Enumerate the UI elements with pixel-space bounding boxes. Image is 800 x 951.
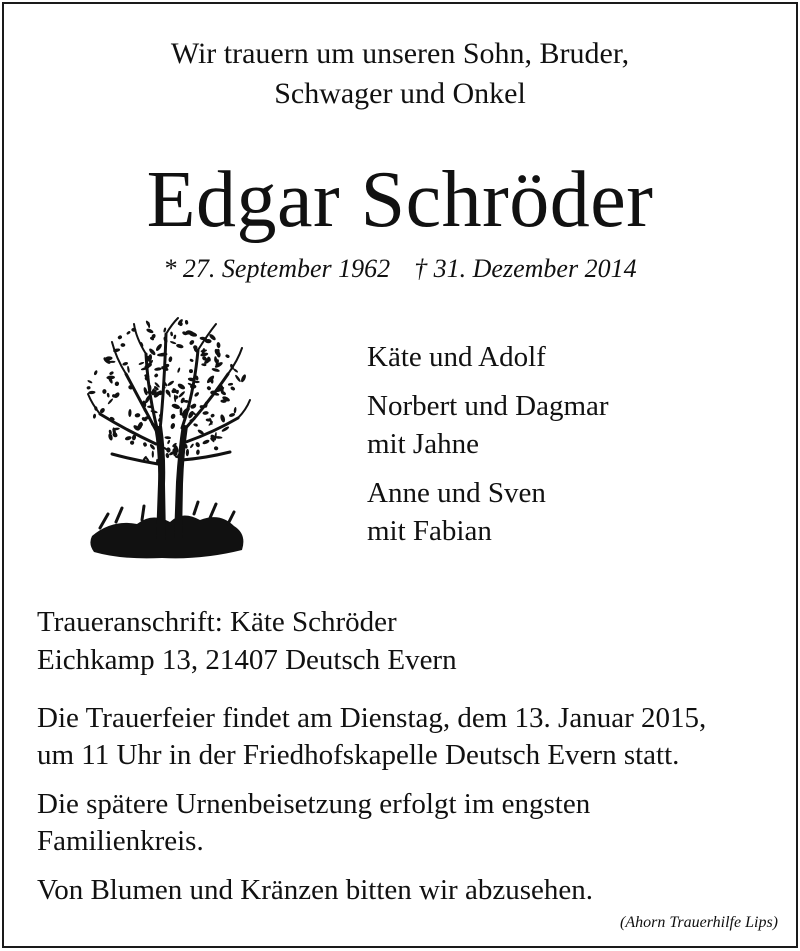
mourner-line: Norbert und Dagmar: [367, 390, 609, 422]
mourner-line: mit Fabian: [367, 515, 492, 547]
ceremony-paragraph: [37, 700, 782, 774]
life-dates: [0, 252, 800, 286]
mourners-list: [367, 338, 609, 561]
address-line-1: Traueranschrift: Käte Schröder: [37, 606, 397, 638]
address-line-2: Eichkamp 13, 21407 Deutsch Evern: [37, 644, 457, 676]
deceased-name: Edgar Schröder: [146, 156, 654, 244]
funeral-home-credit: (Ahorn Trauerhilfe Lips): [620, 914, 778, 931]
mourner-line: Anne und Sven: [367, 477, 546, 509]
death-date: † 31. Dezember 2014: [414, 254, 637, 283]
mourner-group: [367, 338, 609, 376]
intro-line-2: Schwager und Onkel: [274, 77, 526, 110]
flowers-paragraph: Von Blumen und Kränzen bitten wir abzusehen.: [37, 874, 593, 906]
mourner-line: mit Jahne: [367, 428, 479, 460]
birth-date: * 27. September 1962: [163, 254, 391, 283]
mourning-address: [37, 603, 457, 679]
mourner-line: Käte und Adolf: [367, 341, 546, 373]
intro-line-1: Wir trauern um unseren Sohn, Bruder,: [170, 37, 630, 70]
burial-line-1: Die spätere Urnenbeisetzung erfolgt im engsten: [37, 788, 591, 820]
ceremony-line-1: Die Trauerfeier findet am Dienstag, dem 13. Januar 2015,: [37, 702, 707, 734]
notice-body: [37, 700, 782, 921]
tree-illustration: [82, 314, 254, 566]
mourner-group: [367, 474, 609, 550]
mourner-group: [367, 387, 609, 463]
burial-line-2: Familienkreis.: [37, 825, 204, 857]
intro-text: [0, 34, 800, 114]
ceremony-line-2: um 11 Uhr in der Friedhofskapelle Deutsch Evern statt.: [37, 739, 680, 771]
burial-paragraph: [37, 786, 782, 860]
